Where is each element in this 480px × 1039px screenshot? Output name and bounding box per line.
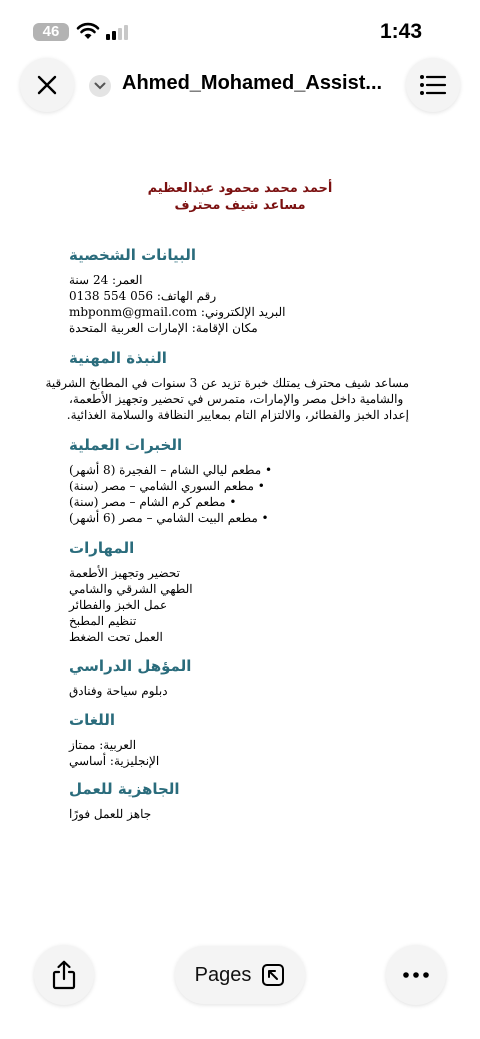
- section-title: الخبرات العملية: [69, 436, 183, 454]
- text-line: البريد الإلكتروني: mbponm@gmail.com: [69, 305, 286, 319]
- list-item: • مطعم السوري الشامي – مصر (سنة): [69, 479, 265, 493]
- share-button[interactable]: [34, 945, 94, 1005]
- section-summary: [45, 349, 409, 423]
- battery-indicator: 46: [33, 23, 69, 41]
- list-item: تحضير وتجهيز الأطعمة: [69, 566, 180, 580]
- text-line: جاهز للعمل فورًا: [69, 807, 152, 821]
- more-icon: [402, 971, 430, 979]
- text-line: إعداد الخبز والفطائر، والالتزام التام بمعايير النظافة والسلامة الغذائية.: [66, 408, 409, 422]
- section-title: المهارات: [69, 539, 135, 557]
- section-title: البيانات الشخصية: [69, 246, 197, 264]
- wifi-icon: [76, 22, 100, 40]
- list-item: • مطعم البيت الشامي – مصر (6 أشهر): [69, 511, 269, 525]
- cellular-signal-icon: [106, 24, 130, 40]
- document-title[interactable]: Ahmed_Mohamed_Assist...: [122, 72, 383, 94]
- list-item: • مطعم ليالي الشام – الفجيرة (8 أشهر): [69, 463, 273, 477]
- close-button[interactable]: [20, 58, 74, 112]
- section-education: [69, 657, 409, 699]
- list-button[interactable]: [406, 58, 460, 112]
- list-item: • مطعم كرم الشام – مصر (سنة): [69, 495, 237, 509]
- text-line: الإنجليزية: أساسي: [69, 754, 160, 768]
- section-availability: [69, 780, 409, 822]
- section-skills: [69, 539, 409, 645]
- title-menu-button[interactable]: [89, 75, 111, 97]
- share-icon: [51, 960, 77, 990]
- list-item: عمل الخبز والفطائر: [69, 598, 168, 612]
- candidate-name: أحمد محمد محمود عبدالعظيم: [147, 181, 333, 196]
- expand-arrow-icon: [261, 963, 285, 987]
- list-item: الطهي الشرقي والشامي: [69, 582, 193, 596]
- section-title: النبذة المهنية: [69, 349, 167, 367]
- pages-label: Pages: [194, 963, 252, 986]
- section-title: الجاهزية للعمل: [69, 780, 180, 798]
- section-title: المؤهل الدراسي: [69, 657, 192, 675]
- more-button[interactable]: [386, 945, 446, 1005]
- status-bar: [0, 0, 480, 60]
- text-line: والشامية داخل مصر والإمارات، متمرس في تحضير وتجهيز الأطعمة،: [69, 392, 404, 406]
- text-line: العربية: ممتاز: [69, 738, 137, 752]
- text-line: رقم الهاتف: 056 554 0138: [69, 289, 217, 303]
- list-icon: [419, 74, 447, 96]
- section-languages: [69, 711, 409, 769]
- pages-button[interactable]: [175, 946, 305, 1004]
- candidate-job-title: مساعد شيف محترف: [174, 198, 306, 213]
- document-name-block: [80, 180, 400, 214]
- text-line: مكان الإقامة: الإمارات العربية المتحدة: [69, 321, 258, 335]
- list-item: تنظيم المطبخ: [69, 614, 137, 628]
- close-icon: [36, 74, 58, 96]
- section-personal: [69, 246, 409, 336]
- text-line: مساعد شيف محترف يمتلك خبرة تزيد عن 3 سنوات في المطابخ الشرقية: [45, 376, 409, 390]
- text-line: دبلوم سياحة وفنادق: [69, 684, 168, 698]
- chevron-down-icon: [94, 82, 106, 90]
- clock: 1:43: [379, 20, 422, 43]
- section-title: اللغات: [69, 711, 116, 729]
- list-item: العمل تحت الضغط: [69, 630, 163, 644]
- text-line: العمر: 24 سنة: [69, 273, 143, 287]
- section-experience: [69, 436, 409, 526]
